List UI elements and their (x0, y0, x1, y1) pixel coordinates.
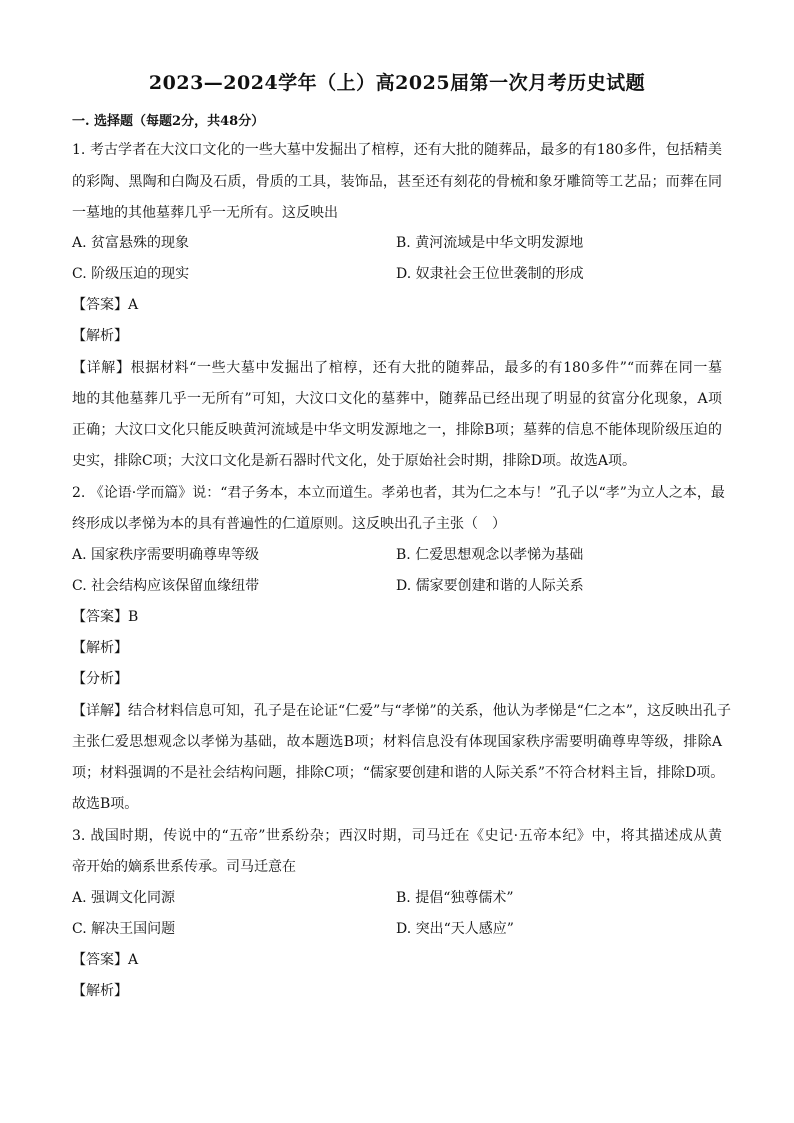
q2-answer: 【答案】B (72, 609, 139, 625)
q1-option-d: D. 奴隶社会王位世袭制的形成 (396, 266, 584, 282)
q1-stem-line-2: 的彩陶、黑陶和白陶及石质，骨质的工具，装饰品，甚至还有刻花的骨梳和象牙雕筒等工艺品；而葬在同 (72, 174, 722, 190)
q3-answer: 【答案】A (72, 952, 139, 968)
q2-detail-line-4: 故选B项。 (72, 796, 139, 812)
q1-analysis-label: 【解析】 (72, 328, 128, 344)
q2-detail-line-3: 项；材料强调的不是社会结构问题，排除C项；“儒家要创建和谐的人际关系”不符合材料主旨，排除D项。 (72, 765, 725, 781)
q1-stem-line-1: 1. 考古学者在大汶口文化的一些大墓中发掘出了棺椁，还有大批的随葬品，最多的有180多件，包括精美 (72, 142, 722, 158)
q3-stem-line-2: 帝开始的嫡系世系传承。司马迁意在 (72, 859, 296, 875)
q3-analysis-label: 【解析】 (72, 983, 128, 999)
q2-option-d: D. 儒家要创建和谐的人际关系 (396, 578, 584, 594)
q2-analysis-label: 【解析】 (72, 640, 128, 656)
q1-detail-line-4: 史实，排除C项；大汶口文化是新石器时代文化，处于原始社会时期，排除D项。故选A项。 (72, 453, 637, 469)
q3-option-d: D. 突出“天人感应” (396, 921, 514, 937)
q2-stem-line-2: 终形成以孝悌为本的具有普遍性的仁道原则。这反映出孔子主张（ ） (72, 516, 506, 532)
section-heading: 一. 选择题（每题2分，共48分） (72, 114, 265, 129)
q2-stem-line-1: 2. 《论语·学而篇》说：“君子务本，本立而道生。孝弟也者，其为仁之本与！”孔子以“孝”为立人之本，最 (72, 485, 725, 501)
q1-detail-line-3: 正确；大汶口文化只能反映黄河流域是中华文明发源地之一，排除B项；墓葬的信息不能体现阶级压迫的 (72, 422, 722, 438)
q2-option-c: C. 社会结构应该保留血缘纽带 (72, 578, 260, 594)
q2-detail-line-2: 主张仁爱思想观念以孝悌为基础，故本题选B项；材料信息没有体现国家秩序需要明确尊卑等级，排除A (72, 734, 722, 750)
q3-option-c: C. 解决王国问题 (72, 921, 176, 937)
q1-answer: 【答案】A (72, 297, 139, 313)
q1-stem-line-3: 一墓地的其他墓葬几乎一无所有。这反映出 (72, 205, 338, 221)
q2-detail-line-1: 【详解】结合材料信息可知，孔子是在论证“仁爱”与“孝悌”的关系，他认为孝悌是“仁之本”，这反映出孔子 (72, 703, 731, 719)
q3-option-a: A. 强调文化同源 (72, 890, 176, 906)
q1-detail-line-1: 【详解】根据材料“一些大墓中发掘出了棺椁，还有大批的随葬品，最多的有180多件”“而葬在同一墓 (72, 360, 722, 376)
q1-option-b: B. 黄河流域是中华文明发源地 (396, 235, 584, 251)
exam-title: 2023—2024学年（上）高2025届第一次月考历史试题 (148, 72, 646, 94)
q3-stem-line-1: 3. 战国时期，传说中的“五帝”世系纷杂；西汉时期，司马迁在《史记·五帝本纪》中，将其描述成从黄 (72, 828, 722, 844)
q2-option-a: A. 国家秩序需要明确尊卑等级 (72, 547, 260, 563)
q1-option-a: A. 贫富悬殊的现象 (72, 235, 190, 251)
q2-option-b: B. 仁爱思想观念以孝悌为基础 (396, 547, 584, 563)
q2-fenxi-label: 【分析】 (72, 671, 128, 687)
q1-option-c: C. 阶级压迫的现实 (72, 266, 190, 282)
q3-option-b: B. 提倡“独尊儒术” (396, 890, 514, 906)
q1-detail-line-2: 地的其他墓葬几乎一无所有”可知，大汶口文化的墓葬中，随葬品已经出现了明显的贫富分化现象，A项 (72, 391, 722, 407)
